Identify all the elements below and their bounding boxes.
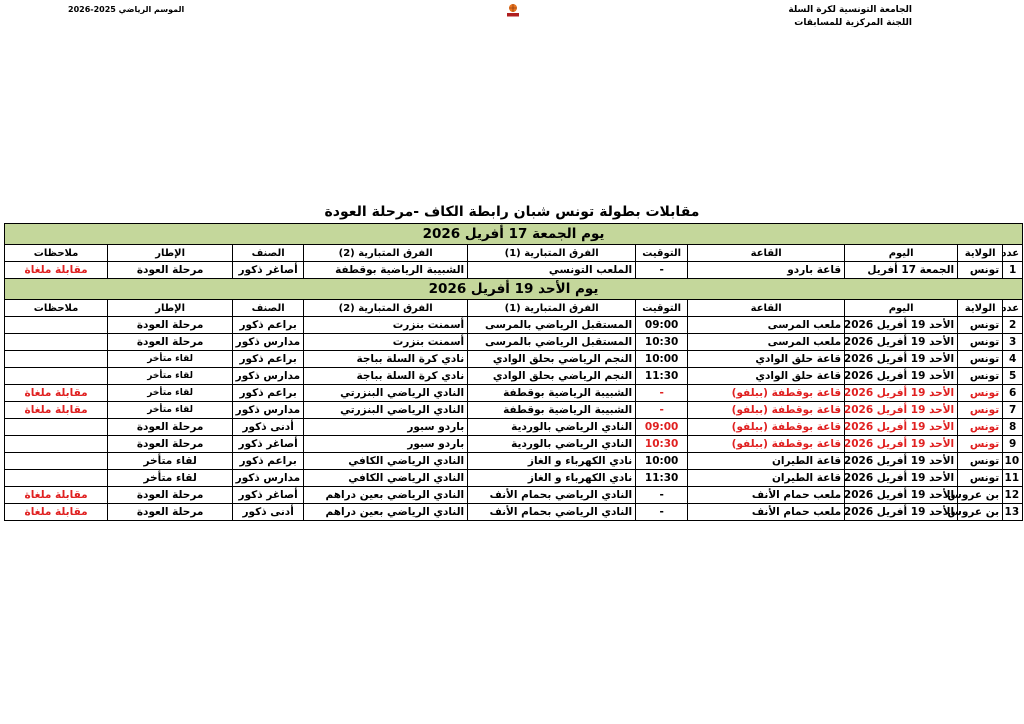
cell-state: تونس: [958, 334, 1003, 351]
cell-notes: [5, 317, 108, 334]
column-header-state: الولاية: [958, 245, 1003, 262]
column-header-day: اليوم: [845, 245, 958, 262]
cell-hall: ملعب حمام الأنف: [688, 487, 845, 504]
cell-day: الأحد 19 أفريل 2026: [845, 368, 958, 385]
table-row: [5, 334, 1023, 351]
cell-notes: مقابلة ملغاة: [5, 385, 108, 402]
cell-notes: مقابلة ملغاة: [5, 402, 108, 419]
cell-day: الأحد 19 أفريل 2026: [845, 453, 958, 470]
cell-num: 7: [1003, 402, 1023, 419]
cell-category: مدارس ذكور: [233, 402, 304, 419]
column-header-hall: القاعة: [688, 300, 845, 317]
column-header-time: التوقيت: [636, 245, 688, 262]
table-row: [5, 504, 1023, 521]
cell-team1: الملعب التونسي: [468, 262, 636, 279]
cell-stage: مرحلة العودة: [108, 436, 233, 453]
cell-num: 4: [1003, 351, 1023, 368]
column-header-team2: الفرق المتبارية (2): [304, 245, 468, 262]
cell-time: 09:00: [636, 419, 688, 436]
cell-hall: قاعة بوقطفة (ببلفو): [688, 385, 845, 402]
cell-hall: قاعة بوقطفة (ببلفو): [688, 419, 845, 436]
cell-notes: مقابلة ملغاة: [5, 487, 108, 504]
cell-team2: نادي كرة السلة بباجة: [304, 351, 468, 368]
cell-state: تونس: [958, 262, 1003, 279]
cell-time: -: [636, 487, 688, 504]
cell-team2: باردو سبور: [304, 419, 468, 436]
cell-time: -: [636, 385, 688, 402]
cell-num: 12: [1003, 487, 1023, 504]
cell-day: الأحد 19 أفريل 2026: [845, 504, 958, 521]
cell-time: 11:30: [636, 368, 688, 385]
cell-category: أدنى ذكور: [233, 504, 304, 521]
cell-category: مدارس ذكور: [233, 470, 304, 487]
cell-time: 10:00: [636, 453, 688, 470]
cell-category: أصاغر ذكور: [233, 262, 304, 279]
cell-hall: ملعب حمام الأنف: [688, 504, 845, 521]
cell-num: 8: [1003, 419, 1023, 436]
page-title: مقابلات بطولة تونس شبان رابطة الكاف -مرحلة العودة: [324, 204, 700, 220]
cell-notes: [5, 470, 108, 487]
cell-team2: أسمنت بنزرت: [304, 317, 468, 334]
cell-team2: الشبيبة الرياضية بوقطفة: [304, 262, 468, 279]
cell-category: أصاغر ذكور: [233, 436, 304, 453]
cell-stage: مرحلة العودة: [108, 504, 233, 521]
cell-state: تونس: [958, 402, 1003, 419]
cell-day: الأحد 19 أفريل 2026: [845, 385, 958, 402]
cell-num: 10: [1003, 453, 1023, 470]
cell-num: 13: [1003, 504, 1023, 521]
table-row: [5, 368, 1023, 385]
cell-category: براعم ذكور: [233, 453, 304, 470]
cell-stage: لقاء متأخر: [108, 351, 233, 368]
table-row: [5, 487, 1023, 504]
cell-hall: قاعة الطيران: [688, 470, 845, 487]
column-header-team1: الفرق المتبارية (1): [468, 245, 636, 262]
cell-team2: نادي كرة السلة بباجة: [304, 368, 468, 385]
column-header-stage: الإطار: [108, 300, 233, 317]
cell-team1: المستقبل الرياضي بالمرسى: [468, 317, 636, 334]
cell-category: براعم ذكور: [233, 385, 304, 402]
cell-num: 3: [1003, 334, 1023, 351]
column-header-category: الصنف: [233, 300, 304, 317]
schedule-body: [5, 224, 1023, 521]
column-header-time: التوقيت: [636, 300, 688, 317]
column-header-notes: ملاحظات: [5, 300, 108, 317]
table-row: [5, 436, 1023, 453]
cell-category: مدارس ذكور: [233, 334, 304, 351]
cell-team1: النادي الرياضي بحمام الأنف: [468, 487, 636, 504]
cell-state: تونس: [958, 368, 1003, 385]
table-row: [5, 470, 1023, 487]
cell-notes: مقابلة ملغاة: [5, 504, 108, 521]
day-header-row: [5, 279, 1023, 300]
cell-category: براعم ذكور: [233, 317, 304, 334]
day-title: يوم الأحد 19 أفريل 2026: [5, 279, 1023, 300]
cell-day: الأحد 19 أفريل 2026: [845, 351, 958, 368]
column-header-hall: القاعة: [688, 245, 845, 262]
cell-team1: النجم الرياضي بحلق الوادي: [468, 368, 636, 385]
cell-team1: المستقبل الرياضي بالمرسى: [468, 334, 636, 351]
cell-hall: قاعة حلق الوادي: [688, 368, 845, 385]
cell-hall: قاعة حلق الوادي: [688, 351, 845, 368]
column-header-state: الولاية: [958, 300, 1003, 317]
cell-state: بن عروس: [958, 504, 1003, 521]
column-header-num: عدد: [1003, 245, 1023, 262]
cell-notes: [5, 453, 108, 470]
cell-team2: النادي الرياضي البنزرتي: [304, 402, 468, 419]
cell-day: الأحد 19 أفريل 2026: [845, 436, 958, 453]
column-header-team1: الفرق المتبارية (1): [468, 300, 636, 317]
column-header-category: الصنف: [233, 245, 304, 262]
column-header-row: [5, 245, 1023, 262]
cell-num: 11: [1003, 470, 1023, 487]
cell-notes: [5, 419, 108, 436]
cell-category: براعم ذكور: [233, 351, 304, 368]
cell-team1: النادي الرياضي بالوردية: [468, 419, 636, 436]
schedule-table: [4, 223, 1023, 521]
table-row: [5, 385, 1023, 402]
cell-day: الأحد 19 أفريل 2026: [845, 419, 958, 436]
cell-day: الأحد 19 أفريل 2026: [845, 402, 958, 419]
cell-team1: الشبيبة الرياضية بوقطفة: [468, 402, 636, 419]
cell-day: الأحد 19 أفريل 2026: [845, 487, 958, 504]
cell-stage: لقاء متأخر: [108, 402, 233, 419]
cell-hall: قاعة بوقطفة (ببلفو): [688, 402, 845, 419]
cell-hall: ملعب المرسى: [688, 334, 845, 351]
table-row: [5, 317, 1023, 334]
cell-num: 2: [1003, 317, 1023, 334]
cell-num: 5: [1003, 368, 1023, 385]
cell-team2: النادي الرياضي بعين دراهم: [304, 487, 468, 504]
cell-team2: أسمنت بنزرت: [304, 334, 468, 351]
cell-time: -: [636, 262, 688, 279]
cell-team1: الشبيبة الرياضية بوقطفة: [468, 385, 636, 402]
cell-state: تونس: [958, 436, 1003, 453]
cell-hall: قاعة الطيران: [688, 453, 845, 470]
cell-stage: مرحلة العودة: [108, 334, 233, 351]
day-header-row: [5, 224, 1023, 245]
cell-stage: لقاء متأخر: [108, 385, 233, 402]
cell-state: تونس: [958, 351, 1003, 368]
cell-team2: النادي الرياضي الكافي: [304, 453, 468, 470]
cell-time: 10:30: [636, 436, 688, 453]
table-row: [5, 262, 1023, 279]
cell-hall: قاعة باردو: [688, 262, 845, 279]
cell-hall: قاعة بوقطفة (ببلفو): [688, 436, 845, 453]
cell-notes: مقابلة ملغاة: [5, 262, 108, 279]
cell-team2: النادي الرياضي الكافي: [304, 470, 468, 487]
cell-team1: النادي الرياضي بحمام الأنف: [468, 504, 636, 521]
cell-hall: ملعب المرسى: [688, 317, 845, 334]
cell-state: تونس: [958, 453, 1003, 470]
cell-time: 10:30: [636, 334, 688, 351]
column-header-day: اليوم: [845, 300, 958, 317]
cell-stage: مرحلة العودة: [108, 419, 233, 436]
cell-state: تونس: [958, 385, 1003, 402]
table-row: [5, 402, 1023, 419]
cell-category: مدارس ذكور: [233, 368, 304, 385]
cell-time: 10:00: [636, 351, 688, 368]
cell-team1: النجم الرياضي بحلق الوادي: [468, 351, 636, 368]
cell-num: 1: [1003, 262, 1023, 279]
cell-notes: [5, 368, 108, 385]
cell-stage: مرحلة العودة: [108, 262, 233, 279]
cell-team2: النادي الرياضي البنزرتي: [304, 385, 468, 402]
cell-day: الجمعة 17 أفريل: [845, 262, 958, 279]
cell-time: -: [636, 402, 688, 419]
cell-state: بن عروس: [958, 487, 1003, 504]
cell-day: الأحد 19 أفريل 2026: [845, 334, 958, 351]
cell-stage: لقاء متأخر: [108, 470, 233, 487]
table-row: [5, 453, 1023, 470]
cell-time: -: [636, 504, 688, 521]
cell-day: الأحد 19 أفريل 2026: [845, 317, 958, 334]
column-header-num: عدد: [1003, 300, 1023, 317]
column-header-row: [5, 300, 1023, 317]
table-row: [5, 419, 1023, 436]
cell-time: 11:30: [636, 470, 688, 487]
cell-notes: [5, 351, 108, 368]
cell-num: 6: [1003, 385, 1023, 402]
cell-state: تونس: [958, 419, 1003, 436]
federation-name: الجامعة التونسية لكرة السلة: [788, 5, 912, 15]
cell-stage: لقاء متأخر: [108, 368, 233, 385]
cell-time: 09:00: [636, 317, 688, 334]
day-title: يوم الجمعة 17 أفريل 2026: [5, 224, 1023, 245]
season-label: الموسم الرياضي 2025-2026: [68, 5, 185, 14]
cell-team1: نادي الكهرباء و الغاز: [468, 453, 636, 470]
cell-state: تونس: [958, 317, 1003, 334]
cell-stage: مرحلة العودة: [108, 317, 233, 334]
cell-num: 9: [1003, 436, 1023, 453]
table-row: [5, 351, 1023, 368]
cell-notes: [5, 334, 108, 351]
cell-stage: مرحلة العودة: [108, 487, 233, 504]
column-header-notes: ملاحظات: [5, 245, 108, 262]
cell-notes: [5, 436, 108, 453]
cell-team2: النادي الرياضي بعين دراهم: [304, 504, 468, 521]
committee-name: اللجنة المركزية للمسابقات: [794, 18, 912, 28]
column-header-stage: الإطار: [108, 245, 233, 262]
cell-team2: باردو سبور: [304, 436, 468, 453]
column-header-team2: الفرق المتبارية (2): [304, 300, 468, 317]
cell-category: أدنى ذكور: [233, 419, 304, 436]
cell-team1: النادي الرياضي بالوردية: [468, 436, 636, 453]
cell-team1: نادي الكهرباء و الغاز: [468, 470, 636, 487]
cell-stage: لقاء متأخر: [108, 453, 233, 470]
cell-day: الأحد 19 أفريل 2026: [845, 470, 958, 487]
federation-logo-icon: [506, 3, 520, 17]
cell-category: أصاغر ذكور: [233, 487, 304, 504]
federation-header: [788, 4, 912, 30]
cell-state: تونس: [958, 470, 1003, 487]
